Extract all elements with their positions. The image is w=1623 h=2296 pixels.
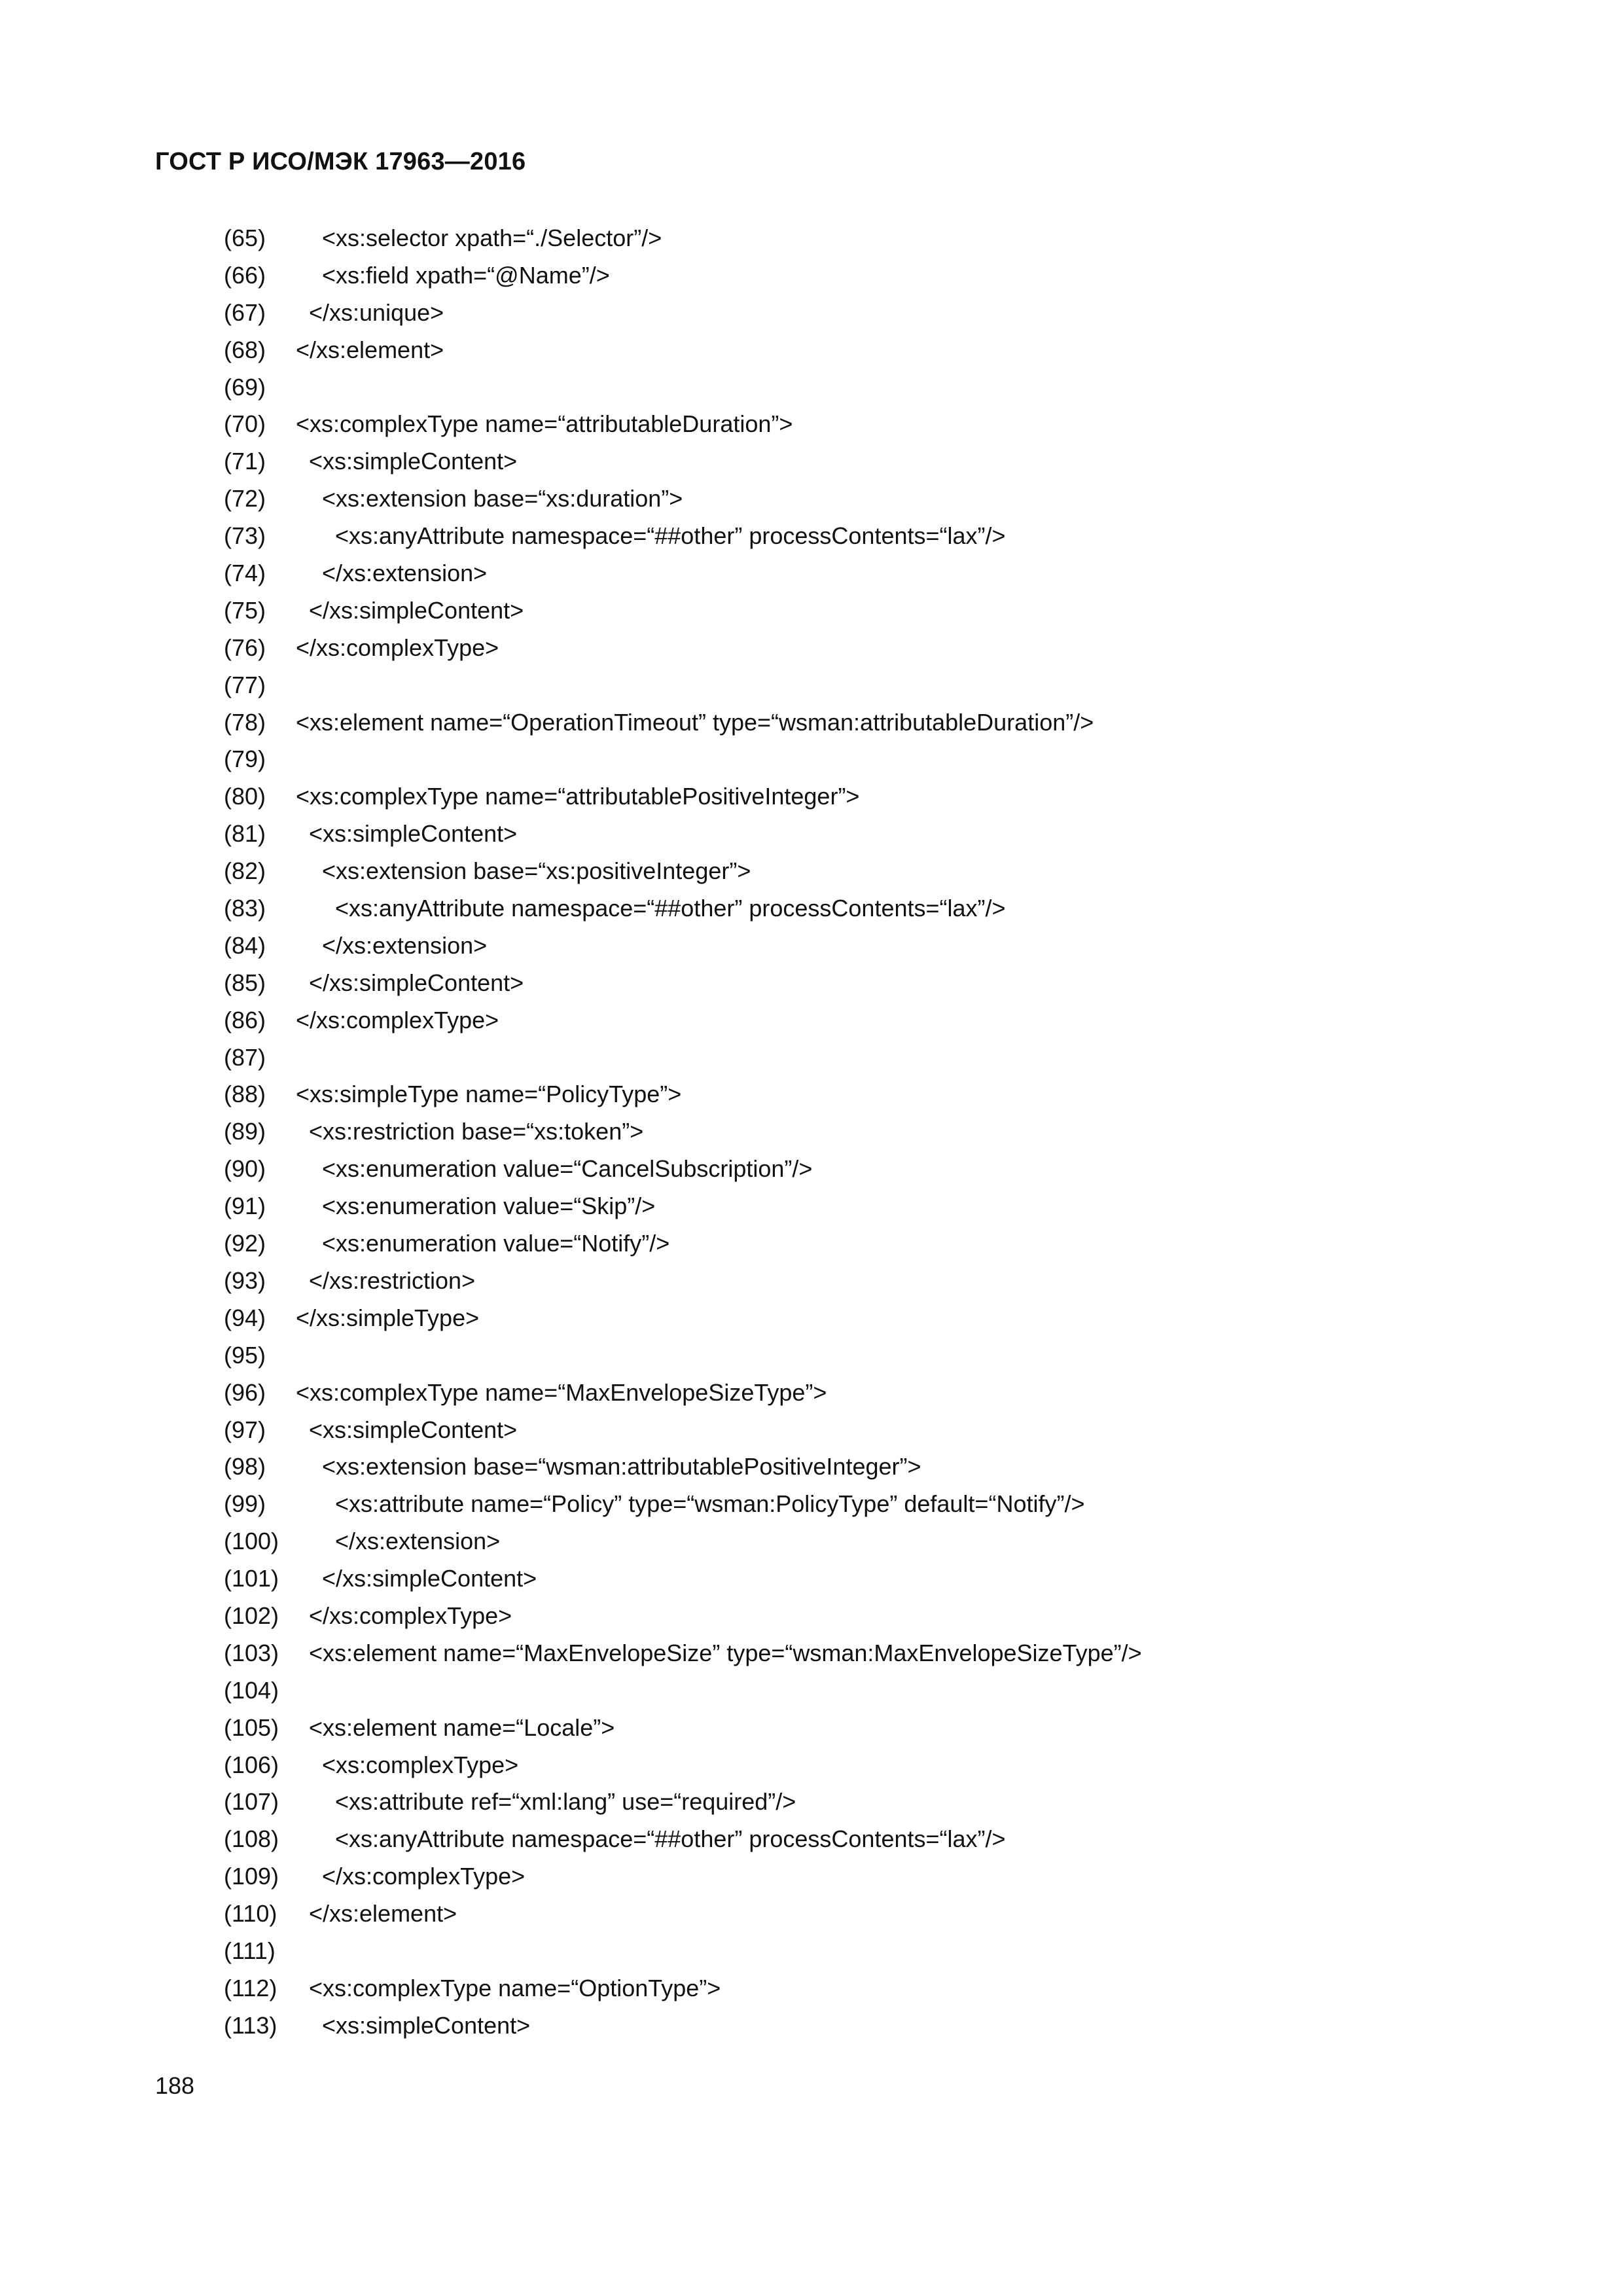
- code-text: <xs:restriction base=“xs:token”>: [309, 1118, 644, 1145]
- code-text: </xs:complexType>: [296, 1006, 499, 1033]
- line-number: (84): [224, 931, 266, 959]
- code-line: [0, 1784, 1623, 1821]
- code-line: [0, 1113, 1623, 1151]
- line-number: (113): [224, 2011, 277, 2039]
- code-text: <xs:simpleType name=“PolicyType”>: [296, 1081, 682, 1108]
- code-line: [0, 1002, 1623, 1039]
- line-number: (77): [224, 671, 266, 698]
- code-line: [0, 927, 1623, 965]
- code-line: [0, 220, 1623, 257]
- code-text: <xs:complexType name=“MaxEnvelopeSizeType”>: [296, 1378, 827, 1406]
- code-line: [0, 1821, 1623, 1858]
- line-number: (110): [224, 1900, 277, 1928]
- line-number: (74): [224, 560, 266, 587]
- code-line: [0, 1858, 1623, 1895]
- code-text: <xs:enumeration value=“Skip”/>: [322, 1193, 656, 1220]
- code-text: </xs:element>: [296, 336, 444, 363]
- code-text: <xs:extension base=“xs:positiveInteger”>: [322, 857, 751, 885]
- line-number: (76): [224, 634, 266, 661]
- line-number: (71): [224, 448, 266, 475]
- line-number: (98): [224, 1453, 266, 1480]
- line-number: (93): [224, 1266, 266, 1294]
- line-number: (96): [224, 1378, 266, 1406]
- code-line: [0, 1374, 1623, 1412]
- code-text: <xs:simpleContent>: [322, 2011, 531, 2039]
- line-number: (80): [224, 783, 266, 810]
- code-text: <xs:anyAttribute namespace=“##other” processContents=“lax”/>: [335, 895, 1006, 922]
- code-text: <xs:simpleContent>: [309, 448, 518, 475]
- code-text: </xs:complexType>: [309, 1602, 512, 1629]
- code-text: <xs:attribute name=“Policy” type=“wsman:PolicyType” default=“Notify”/>: [335, 1490, 1085, 1518]
- code-text: <xs:element name=“MaxEnvelopeSize” type=“wsman:MaxEnvelopeSizeType”/>: [309, 1639, 1142, 1666]
- code-line: [0, 778, 1623, 816]
- line-number: (92): [224, 1230, 266, 1257]
- line-number: (103): [224, 1639, 279, 1666]
- line-number: (107): [224, 1788, 279, 1816]
- line-number: (108): [224, 1825, 279, 1853]
- code-text: <xs:enumeration value=“Notify”/>: [322, 1230, 670, 1257]
- code-line: [0, 630, 1623, 667]
- code-line: [0, 667, 1623, 704]
- line-number: (87): [224, 1043, 266, 1071]
- code-line: [0, 1337, 1623, 1374]
- code-line: [0, 1895, 1623, 1933]
- code-line: [0, 295, 1623, 332]
- code-line: [0, 443, 1623, 480]
- code-text: <xs:attribute ref=“xml:lang” use=“required”/>: [335, 1788, 796, 1816]
- code-line: [0, 1970, 1623, 2007]
- code-line: [0, 1263, 1623, 1300]
- line-number: (90): [224, 1155, 266, 1183]
- line-number: (70): [224, 410, 266, 438]
- code-line: [0, 1933, 1623, 1970]
- code-text: <xs:complexType name=“attributablePositiveInteger”>: [296, 783, 860, 810]
- line-number: (88): [224, 1081, 266, 1108]
- code-line: [0, 1188, 1623, 1225]
- code-text: </xs:element>: [309, 1900, 457, 1928]
- line-number: (73): [224, 522, 266, 550]
- line-number: (68): [224, 336, 266, 363]
- line-number: (99): [224, 1490, 266, 1518]
- code-text: <xs:anyAttribute namespace=“##other” processContents=“lax”/>: [335, 522, 1006, 550]
- line-number: (105): [224, 1713, 279, 1741]
- code-line: [0, 741, 1623, 778]
- code-text: <xs:element name=“Locale”>: [309, 1713, 615, 1741]
- code-line: [0, 1076, 1623, 1113]
- line-number: (75): [224, 596, 266, 624]
- line-number: (95): [224, 1341, 266, 1369]
- code-line: [0, 853, 1623, 890]
- code-line: [0, 592, 1623, 630]
- code-text: <xs:extension base=“wsman:attributablePositiveInteger”>: [322, 1453, 921, 1480]
- code-line: [0, 257, 1623, 295]
- code-listing: [0, 220, 1623, 2045]
- line-number: (112): [224, 1974, 277, 2001]
- code-line: [0, 1039, 1623, 1077]
- code-text: </xs:complexType>: [322, 1863, 526, 1890]
- code-line: [0, 1635, 1623, 1672]
- code-text: </xs:simpleContent>: [322, 1565, 537, 1592]
- line-number: (85): [224, 969, 266, 996]
- line-number: (69): [224, 373, 266, 401]
- code-text: </xs:simpleContent>: [309, 596, 524, 624]
- line-number: (65): [224, 224, 266, 251]
- line-number: (91): [224, 1193, 266, 1220]
- code-line: [0, 369, 1623, 406]
- line-number: (100): [224, 1528, 279, 1555]
- line-number: (66): [224, 261, 266, 289]
- line-number: (79): [224, 745, 266, 773]
- code-line: [0, 1151, 1623, 1188]
- code-line: [0, 332, 1623, 369]
- code-text: </xs:extension>: [322, 931, 488, 959]
- code-text: </xs:extension>: [335, 1528, 501, 1555]
- line-number: (97): [224, 1416, 266, 1443]
- code-text: <xs:field xpath=“@Name”/>: [322, 261, 610, 289]
- code-text: <xs:extension base=“xs:duration”>: [322, 485, 683, 512]
- line-number: (94): [224, 1304, 266, 1331]
- line-number: (81): [224, 820, 266, 848]
- document-header-title: ГОСТ Р ИСО/МЭК 17963—2016: [155, 148, 526, 175]
- code-line: [0, 1225, 1623, 1263]
- line-number: (101): [224, 1565, 279, 1592]
- line-number: (83): [224, 895, 266, 922]
- code-line: [0, 1523, 1623, 1560]
- line-number: (111): [224, 1937, 276, 1964]
- line-number: (67): [224, 298, 266, 326]
- code-text: </xs:simpleContent>: [309, 969, 524, 996]
- line-number: (89): [224, 1118, 266, 1145]
- code-line: [0, 816, 1623, 853]
- line-number: (102): [224, 1602, 279, 1629]
- code-line: [0, 965, 1623, 1002]
- code-line: [0, 1598, 1623, 1635]
- code-text: </xs:restriction>: [309, 1266, 476, 1294]
- code-text: <xs:enumeration value=“CancelSubscription”/>: [322, 1155, 813, 1183]
- code-line: [0, 1747, 1623, 1784]
- line-number: (106): [224, 1751, 279, 1778]
- code-line: [0, 1300, 1623, 1337]
- line-number: (104): [224, 1676, 279, 1704]
- line-number: (86): [224, 1006, 266, 1033]
- code-line: [0, 1710, 1623, 1747]
- code-line: [0, 1672, 1623, 1710]
- code-line: [0, 890, 1623, 927]
- code-line: [0, 518, 1623, 555]
- code-text: <xs:simpleContent>: [309, 820, 518, 848]
- code-text: <xs:complexType>: [322, 1751, 519, 1778]
- line-number: (72): [224, 485, 266, 512]
- code-text: <xs:anyAttribute namespace=“##other” processContents=“lax”/>: [335, 1825, 1006, 1853]
- code-text: <xs:element name=“OperationTimeout” type=“wsman:attributableDuration”/>: [296, 708, 1094, 736]
- code-line: [0, 1486, 1623, 1523]
- code-text: </xs:complexType>: [296, 634, 499, 661]
- code-line: [0, 1412, 1623, 1449]
- line-number: (82): [224, 857, 266, 885]
- code-text: <xs:selector xpath=“./Selector”/>: [322, 224, 662, 251]
- code-text: <xs:complexType name=“attributableDuration”>: [296, 410, 793, 438]
- code-line: [0, 480, 1623, 518]
- code-line: [0, 704, 1623, 742]
- page-number: 188: [155, 2072, 195, 2099]
- code-line: [0, 555, 1623, 592]
- code-line: [0, 1448, 1623, 1486]
- code-text: <xs:complexType name=“OptionType”>: [309, 1974, 721, 2001]
- line-number: (78): [224, 708, 266, 736]
- code-text: </xs:extension>: [322, 560, 488, 587]
- line-number: (109): [224, 1863, 279, 1890]
- code-line: [0, 406, 1623, 443]
- code-text: </xs:unique>: [309, 298, 444, 326]
- code-text: </xs:simpleType>: [296, 1304, 480, 1331]
- code-line: [0, 1560, 1623, 1598]
- code-line: [0, 2007, 1623, 2045]
- code-text: <xs:simpleContent>: [309, 1416, 518, 1443]
